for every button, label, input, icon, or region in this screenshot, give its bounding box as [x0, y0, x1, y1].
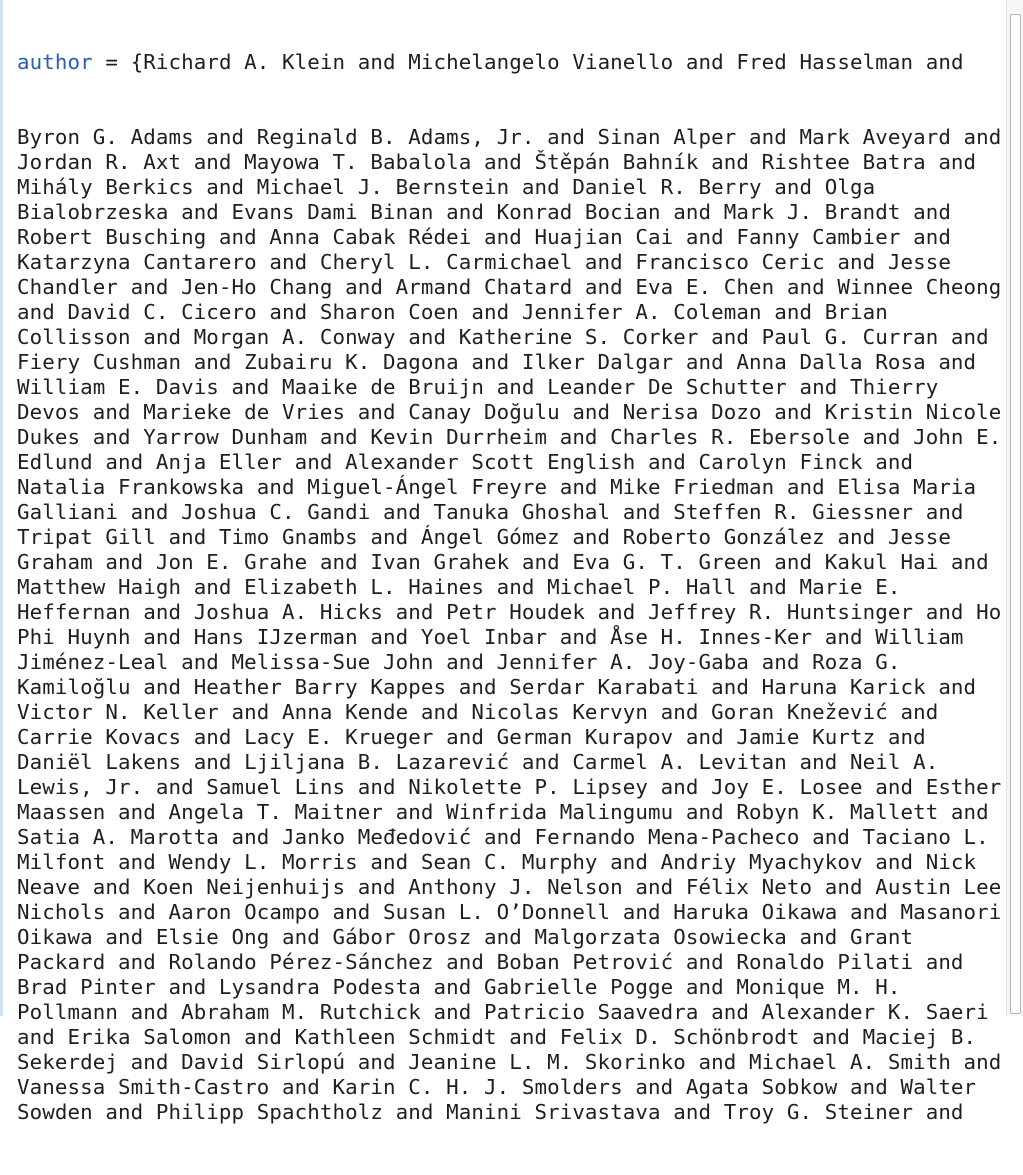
- editor-line[interactable]: Daniël Lakens and Ljiljana B. Lazarević and Carmel A. Levitan and Neil A.: [17, 750, 939, 774]
- editor-line[interactable]: Sekerdej and David Sirlopú and Jeanine L. M. Skorinko and Michael A. Smith and: [17, 1050, 1002, 1074]
- editor-line[interactable]: Pollmann and Abraham M. Rutchick and Patricio Saavedra and Alexander K. Saeri: [17, 1000, 989, 1024]
- editor-line[interactable]: Packard and Rolando Pérez-Sánchez and Boban Petrović and Ronaldo Pilati and: [17, 950, 964, 974]
- editor-line[interactable]: Lewis, Jr. and Samuel Lins and Nikolette P. Lipsey and Joy E. Losee and Esther: [17, 775, 1002, 799]
- editor-line[interactable]: Galliani and Joshua C. Gandi and Tanuka Ghoshal and Steffen R. Giessner and: [17, 500, 964, 524]
- editor-line[interactable]: Jordan R. Axt and Mayowa T. Babalola and Štěpán Bahník and Rishtee Batra and: [17, 150, 977, 174]
- editor-line[interactable]: Fiery Cushman and Zubairu K. Dagona and Ilker Dalgar and Anna Dalla Rosa and: [17, 350, 977, 374]
- editor-line[interactable]: William E. Davis and Maaike de Bruijn and Leander De Schutter and Thierry: [17, 375, 939, 399]
- field-value-start: = {Richard A. Klein and Michelangelo Vianello and Fred Hasselman and: [92, 50, 964, 74]
- editor-line[interactable]: Byron G. Adams and Reginald B. Adams, Jr. and Sinan Alper and Mark Aveyard and: [17, 125, 1002, 149]
- editor-line[interactable]: and Erika Salomon and Kathleen Schmidt and Felix D. Schönbrodt and Maciej B.: [17, 1025, 977, 1049]
- editor-line[interactable]: Dukes and Yarrow Dunham and Kevin Durrheim and Charles R. Ebersole and John E.: [17, 425, 1002, 449]
- editor-line[interactable]: Kamiloğlu and Heather Barry Kappes and Serdar Karabati and Haruna Karick and: [17, 675, 977, 699]
- scrollbar-thumb[interactable]: [1010, 14, 1021, 1014]
- editor-line[interactable]: Satia A. Marotta and Janko Međedović and Fernando Mena-Pacheco and Taciano L.: [17, 825, 989, 849]
- editor-line[interactable]: Vanessa Smith-Castro and Karin C. H. J. Smolders and Agata Sobkow and Walter: [17, 1075, 977, 1099]
- editor-line[interactable]: Carrie Kovacs and Lacy E. Krueger and German Kurapov and Jamie Kurtz and: [17, 725, 926, 749]
- editor-line[interactable]: Devos and Marieke de Vries and Canay Doğulu and Nerisa Dozo and Kristin Nicole: [17, 400, 1002, 424]
- bibtex-author-field[interactable]: [17, 0, 1007, 1175]
- editor-line[interactable]: Katarzyna Cantarero and Cheryl L. Carmichael and Francisco Ceric and Jesse: [17, 250, 951, 274]
- editor-line[interactable]: Heffernan and Joshua A. Hicks and Petr Houdek and Jeffrey R. Huntsinger and Ho: [17, 600, 1002, 624]
- editor-line[interactable]: Matthew Haigh and Elizabeth L. Haines and Michael P. Hall and Marie E.: [17, 575, 901, 599]
- editor-line[interactable]: and David C. Cicero and Sharon Coen and Jennifer A. Coleman and Brian: [17, 300, 888, 324]
- editor-line[interactable]: Robert Busching and Anna Cabak Rédei and Huajian Cai and Fanny Cambier and: [17, 225, 951, 249]
- editor-line[interactable]: Sowden and Philipp Spachtholz and Manini Srivastava and Troy G. Steiner and: [17, 1100, 964, 1124]
- field-key: author: [17, 50, 93, 74]
- editor-line[interactable]: Jiménez-Leal and Melissa-Sue John and Jennifer A. Joy-Gaba and Roza G.: [17, 650, 901, 674]
- editor-line[interactable]: Chandler and Jen-Ho Chang and Armand Chatard and Eva E. Chen and Winnee Cheong: [17, 275, 1002, 299]
- current-line-gutter-marker: [0, 0, 3, 1016]
- editor-line[interactable]: Tripat Gill and Timo Gnambs and Ángel Gómez and Roberto González and Jesse: [17, 525, 951, 549]
- editor-line[interactable]: Oikawa and Elsie Ong and Gábor Orosz and Malgorzata Osowiecka and Grant: [17, 925, 914, 949]
- editor-line[interactable]: Nichols and Aaron Ocampo and Susan L. O’Donnell and Haruka Oikawa and Masanori: [17, 900, 1002, 924]
- editor-lines[interactable]: [17, 125, 1007, 1125]
- editor-line[interactable]: Phi Huynh and Hans IJzerman and Yoel Inbar and Åse H. Innes-Ker and William: [17, 625, 964, 649]
- editor-line[interactable]: Graham and Jon E. Grahe and Ivan Grahek and Eva G. T. Green and Kakul Hai and: [17, 550, 989, 574]
- editor-line[interactable]: Natalia Frankowska and Miguel-Ángel Freyre and Mike Friedman and Elisa Maria: [17, 475, 977, 499]
- editor-line[interactable]: Edlund and Anja Eller and Alexander Scott English and Carolyn Finck and: [17, 450, 914, 474]
- editor-line[interactable]: Collisson and Morgan A. Conway and Katherine S. Corker and Paul G. Curran and: [17, 325, 989, 349]
- editor-line-1[interactable]: [17, 50, 1007, 75]
- editor-line[interactable]: Victor N. Keller and Anna Kende and Nicolas Kervyn and Goran Knežević and: [17, 700, 939, 724]
- editor-line[interactable]: Milfont and Wendy L. Morris and Sean C. Murphy and Andriy Myachykov and Nick: [17, 850, 977, 874]
- vertical-scrollbar[interactable]: [1006, 0, 1023, 1016]
- editor-line[interactable]: Mihály Berkics and Michael J. Bernstein and Daniel R. Berry and Olga: [17, 175, 876, 199]
- editor-line[interactable]: Brad Pinter and Lysandra Podesta and Gabrielle Pogge and Monique M. H.: [17, 975, 901, 999]
- editor-line[interactable]: Neave and Koen Neijenhuijs and Anthony J. Nelson and Félix Neto and Austin Lee: [17, 875, 1002, 899]
- editor-line[interactable]: Maassen and Angela T. Maitner and Winfrida Malingumu and Robyn K. Mallett and: [17, 800, 989, 824]
- editor-line[interactable]: Bialobrzeska and Evans Dami Binan and Konrad Bocian and Mark J. Brandt and: [17, 200, 951, 224]
